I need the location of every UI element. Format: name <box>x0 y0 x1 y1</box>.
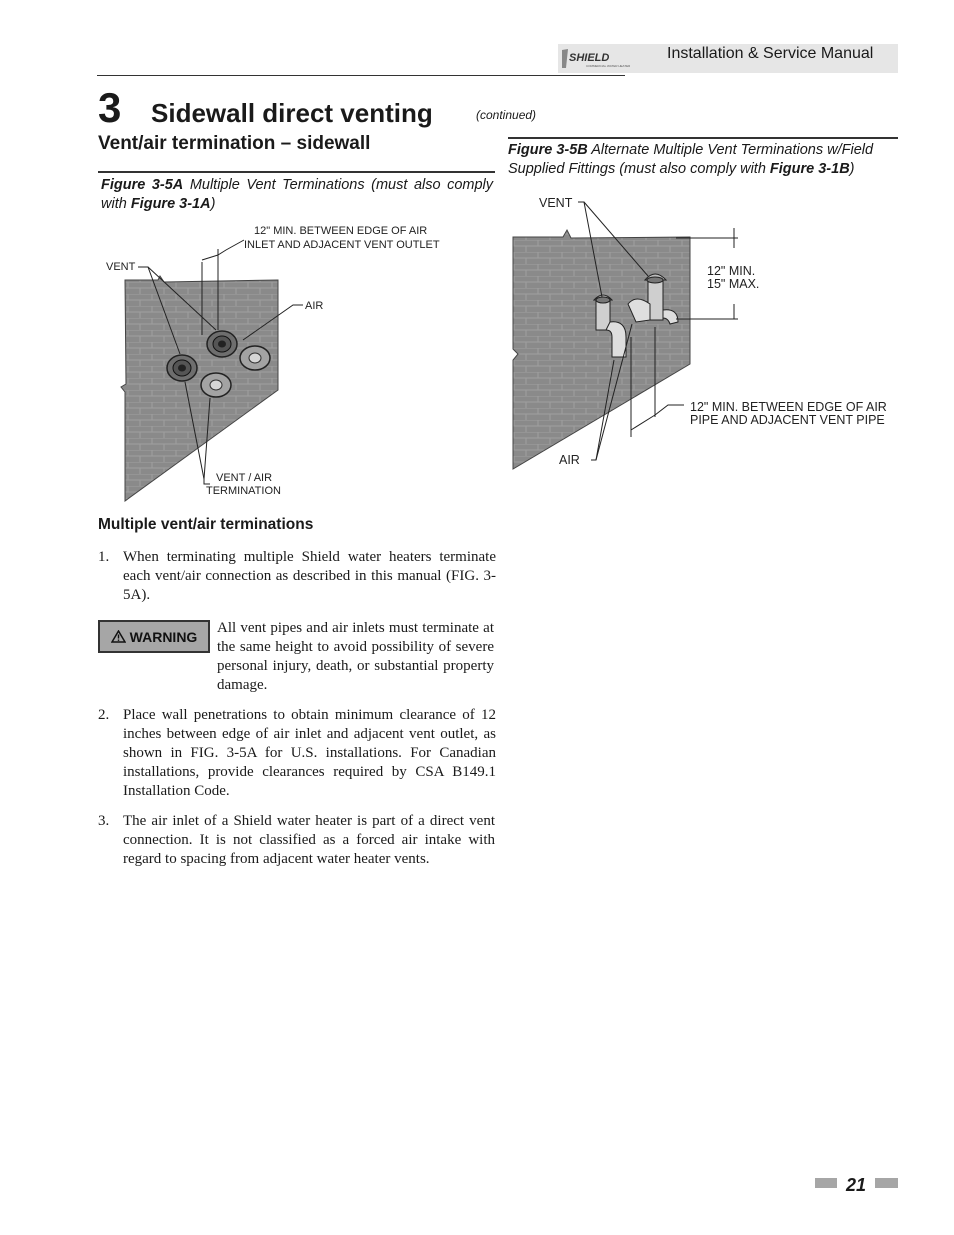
list-item-text: The air inlet of a Shield water heater is part of a direct vent connection. It is not classified as a forced air intake with regard to spacing from adjacent water heater vents. <box>123 813 495 867</box>
warning-text: All vent pipes and air inlets must terminate at the same height to avoid possibility of severe personal injury, death, or substantial property damage. <box>217 620 494 693</box>
label-clearance-a-2: INLET AND ADJACENT VENT OUTLET <box>244 239 440 251</box>
list-item-text: When terminating multiple Shield water heaters terminate each vent/air connection as described in this manual (FIG. 3-5A). <box>123 549 496 603</box>
warning-badge <box>98 620 210 653</box>
air-terminal-2 <box>201 373 231 397</box>
label-vent-a: VENT <box>106 261 136 273</box>
figure-b-caption <box>508 141 898 179</box>
footer-bar-right <box>875 1178 898 1188</box>
chapter-continued: (continued) <box>476 108 537 122</box>
vent-terminal-2 <box>207 331 237 357</box>
figure-a-caption-end: ) <box>210 196 216 212</box>
air-terminal-1 <box>240 346 270 370</box>
figure-b-label: Figure 3-5B <box>508 142 588 158</box>
list-item-text: Place wall penetrations to obtain minimum clearance of 12 inches between edge of air inlet and adjacent vent outlet, as shown in FIG. 3-5A for U.S. installations. For Canadian installations, provide clearances required by CSA B149.1 Installation Code. <box>123 707 496 799</box>
figure-b-illustration <box>508 192 898 482</box>
section-heading: Vent/air termination – sidewall <box>98 133 371 154</box>
chapter-number: 3 <box>98 84 122 131</box>
list-item-number: 3. <box>98 813 110 829</box>
figure-a-caption-text: Multiple Vent Terminations (must also comply with <box>101 177 494 212</box>
warning-label: WARNING <box>129 628 198 645</box>
chapter-title: Sidewall direct venting <box>151 98 433 128</box>
svg-text:COMMERCIAL WATER HEATER: COMMERCIAL WATER HEATER <box>586 64 630 68</box>
list-item-number: 1. <box>98 549 110 565</box>
page-number: 21 <box>846 1175 867 1195</box>
warning-triangle-icon <box>111 630 126 643</box>
figure-b-rule <box>508 137 898 139</box>
label-height-1: 12" MIN. <box>707 264 756 278</box>
brick-wall <box>121 276 278 501</box>
label-air-a: AIR <box>305 300 324 312</box>
subsection-heading: Multiple vent/air terminations <box>98 516 314 533</box>
figure-b-caption-text: Alternate Multiple Vent Terminations w/Field Supplied Fittings (must also comply with <box>508 142 874 177</box>
figure-a-illustration <box>98 222 495 502</box>
label-height-2: 15" MAX. <box>707 277 760 291</box>
figure-b-ref: Figure 3-1B <box>769 161 850 177</box>
label-clearance-a-1: 12" MIN. BETWEEN EDGE OF AIR <box>254 225 428 237</box>
label-air-b: AIR <box>559 453 580 467</box>
list-item <box>98 812 496 872</box>
label-vent-b: VENT <box>539 196 573 210</box>
list-item <box>98 706 496 806</box>
label-clearance-b-1: 12" MIN. BETWEEN EDGE OF AIR <box>690 400 887 414</box>
figure-a-caption <box>101 176 493 214</box>
vent-terminal-1 <box>167 355 197 381</box>
figure-b-caption-end: ) <box>849 161 855 177</box>
figure-a-ref: Figure 3-1A <box>130 196 211 212</box>
list-item-number: 2. <box>98 707 110 723</box>
manual-title: Installation & Service Manual <box>667 45 874 62</box>
header-rule <box>97 75 625 76</box>
label-vent-air-1: VENT / AIR <box>216 472 273 484</box>
footer-bar-left <box>815 1178 837 1188</box>
label-clearance-b-2: PIPE AND ADJACENT VENT PIPE <box>690 413 885 427</box>
figure-a-label: Figure 3-5A <box>101 177 184 193</box>
shield-logo <box>560 46 630 72</box>
brick-wall <box>513 230 690 469</box>
svg-text:SHIELD: SHIELD <box>569 52 610 64</box>
list-item <box>98 548 496 608</box>
label-vent-air-2: TERMINATION <box>206 485 281 497</box>
figure-a-rule <box>98 171 495 173</box>
